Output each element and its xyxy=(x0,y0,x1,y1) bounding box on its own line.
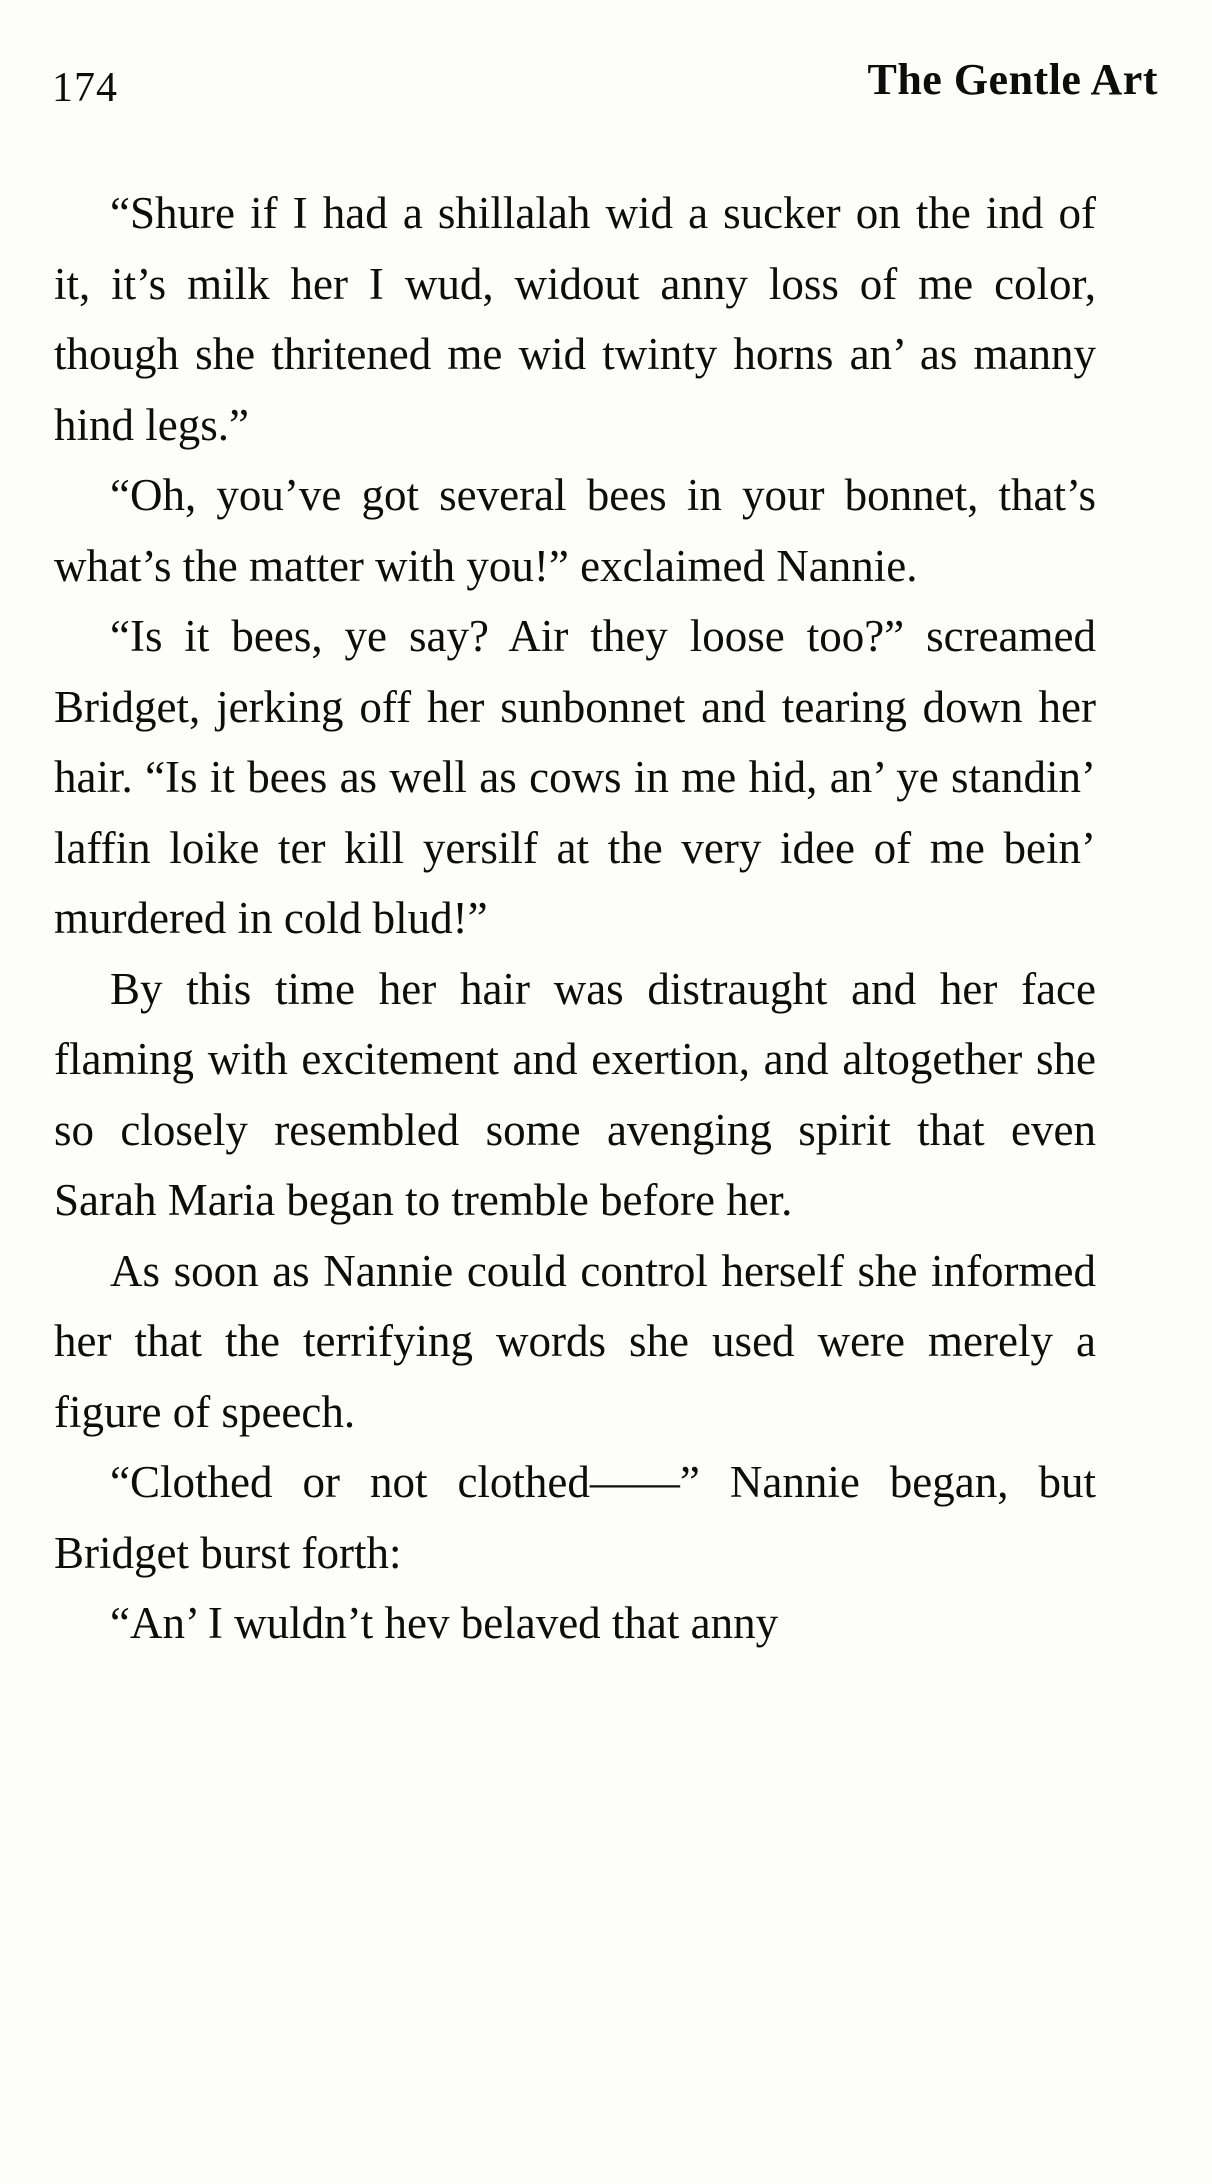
page-header xyxy=(52,54,1158,124)
paragraph: “Shure if I had a shillalah wid a sucker on the ind of it, it’s milk her I wud, widout anny loss of me color, though she thritened me wid twinty horns an’ as manny hind legs.” xyxy=(54,188,1096,450)
page-number: 174 xyxy=(52,65,118,111)
paragraph: “Clothed or not clothed——” Nannie began, but Bridget burst forth: xyxy=(54,1457,1096,1578)
page-body xyxy=(54,178,1096,1659)
paragraph: By this time her hair was distraught and her face flaming with excitement and exertion, and altogether she so closely resembled some avenging spirit that even Sarah Maria began to tremble before her. xyxy=(54,963,1096,1225)
running-title: The Gentle Art xyxy=(867,55,1158,104)
paragraph: “Oh, you’ve got several bees in your bonnet, that’s what’s the matter with you!” exclaimed Nannie. xyxy=(54,470,1096,591)
paragraph: “An’ I wuldn’t hev belaved that anny xyxy=(110,1598,779,1648)
paragraph: As soon as Nannie could control herself she informed her that the terrifying words she used were merely a figure of speech. xyxy=(54,1245,1096,1437)
paragraph: “Is it bees, ye say? Air they loose too?” screamed Bridget, jerking off her sunbonnet and tearing down her hair. “Is it bees as well as cows in me hid, an’ ye standin’ laffin loike ter kill yersilf at the very idee of me bein’ murdered in cold blud!” xyxy=(54,611,1096,943)
